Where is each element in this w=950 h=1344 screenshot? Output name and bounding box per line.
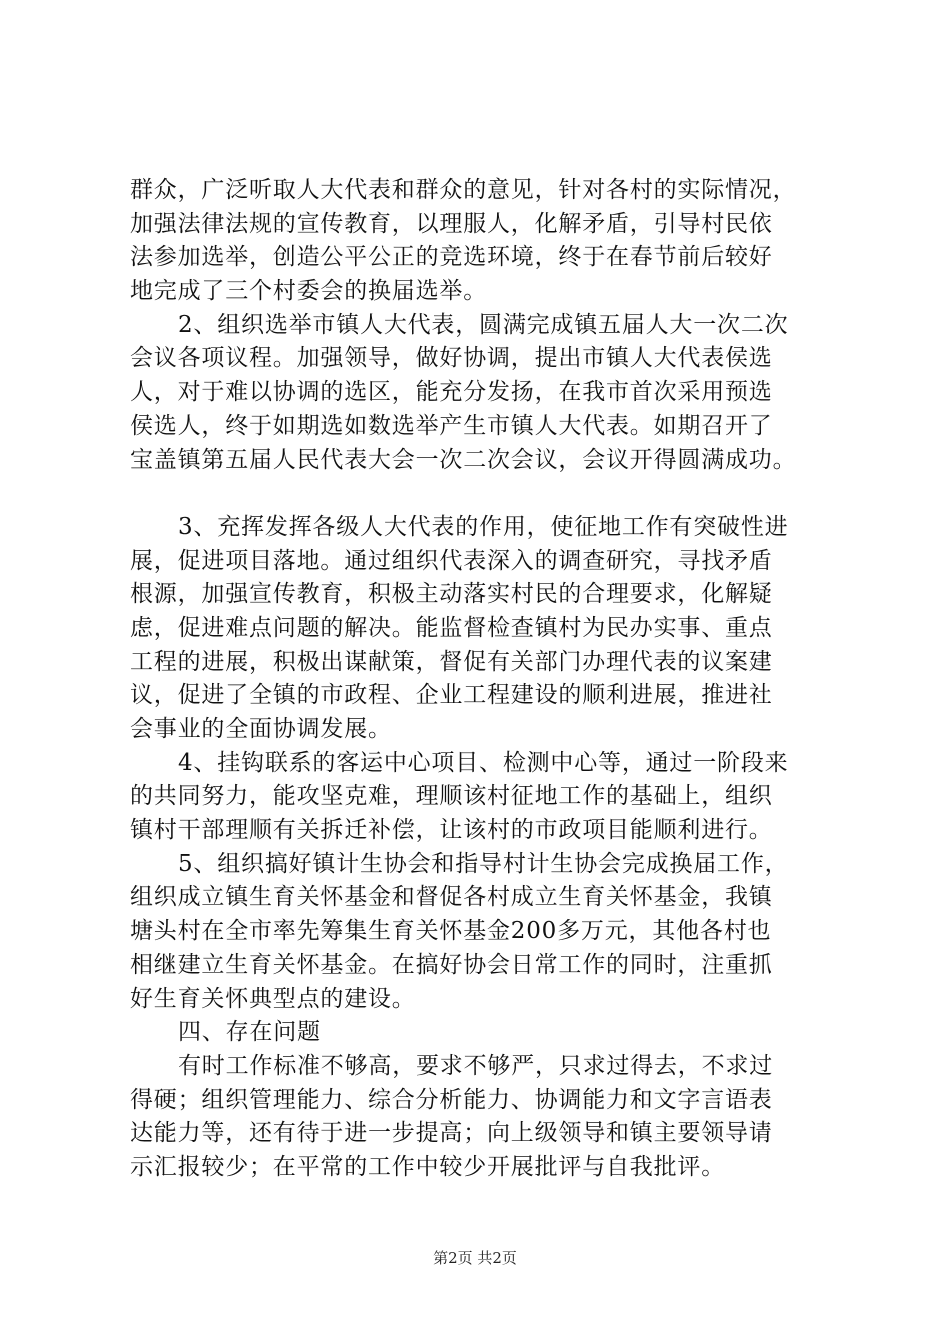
paragraph-3-start: 3、充挥发挥各级人大代表的作用，使征地工作有突破性进 <box>178 513 789 540</box>
text-line: 塘头村在全市率先筹集生育关怀基金200多万元，其他各村也 <box>130 918 772 945</box>
paragraph-2-start: 2、组织选举市镇人大代表，圆满完成镇五届人大一次二次 <box>178 311 789 338</box>
paragraph-5-start: 5、组织搞好镇计生协会和指导村计生协会完成换届工作， <box>178 850 789 877</box>
text-line: 相继建立生育关怀基金。在搞好协会日常工作的同时，注重抓 <box>130 951 773 978</box>
text-line: 镇村干部理顺有关拆迁补偿，让该村的市政项目能顺利进行。 <box>130 817 773 844</box>
blank-line <box>130 477 842 511</box>
text-line: 示汇报较少；在平常的工作中较少开展批评与自我批评。 <box>130 1153 725 1180</box>
text-line: 加强法律法规的宣传教育，以理服人，化解矛盾，引导村民依 <box>130 210 773 237</box>
document-body <box>130 174 842 1185</box>
text-line: 根源，加强宣传教育，积极主动落实村民的合理要求，化解疑 <box>130 581 773 608</box>
text-line: 展，促进项目落地。通过组织代表深入的调查研究，寻找矛盾 <box>130 547 773 574</box>
text-line: 议，促进了全镇的市政程、企业工程建设的顺利进展，推进社 <box>130 682 773 709</box>
text-line: 得硬；组织管理能力、综合分析能力、协调能力和文字言语表 <box>130 1086 773 1113</box>
text-line: 地完成了三个村委会的换届选举。 <box>130 278 487 305</box>
text-line: 达能力等，还有待于进一步提高；向上级领导和镇主要领导请 <box>130 1120 773 1147</box>
text-line: 组织成立镇生育关怀基金和督促各村成立生育关怀基金，我镇 <box>130 884 773 911</box>
text-line: 人，对于难以协调的选区，能充分发扬，在我市首次采用预选 <box>130 379 773 406</box>
text-line: 群众，广泛听取人大代表和群众的意见，针对各村的实际情况， <box>130 177 797 203</box>
text-line: 工程的进展，积极出谋献策，督促有关部门办理代表的议案建 <box>130 648 773 675</box>
text-line: 会议各项议程。加强领导，做好协调，提出市镇人大代表侯选 <box>130 345 773 372</box>
text-line: 好生育关怀典型点的建设。 <box>130 985 416 1012</box>
paragraph-6-start: 有时工作标准不够高，要求不够严，只求过得去，不求过 <box>178 1052 773 1079</box>
text-line: 的共同努力，能攻坚克难，理顺该村征地工作的基础上，组织 <box>130 783 773 810</box>
page-number-footer: 第2页 共2页 <box>433 1249 517 1267</box>
text-line: 宝盖镇第五届人民代表大会一次二次会议，会议开得圆满成功。 <box>130 446 797 473</box>
paragraph-4-start: 4、挂钩联系的客运中心项目、检测中心等，通过一阶段来 <box>178 749 789 776</box>
text-line: 侯选人，终于如期选如数选举产生市镇人大代表。如期召开了 <box>130 412 773 439</box>
text-line: 法参加选举，创造公平公正的竞选环境，终于在春节前后较好 <box>130 244 773 271</box>
section-heading: 四、存在问题 <box>178 1019 321 1046</box>
text-line: 虑，促进难点问题的解决。能监督检查镇村为民办实事、重点 <box>130 614 773 641</box>
text-line: 会事业的全面协调发展。 <box>130 716 392 742</box>
